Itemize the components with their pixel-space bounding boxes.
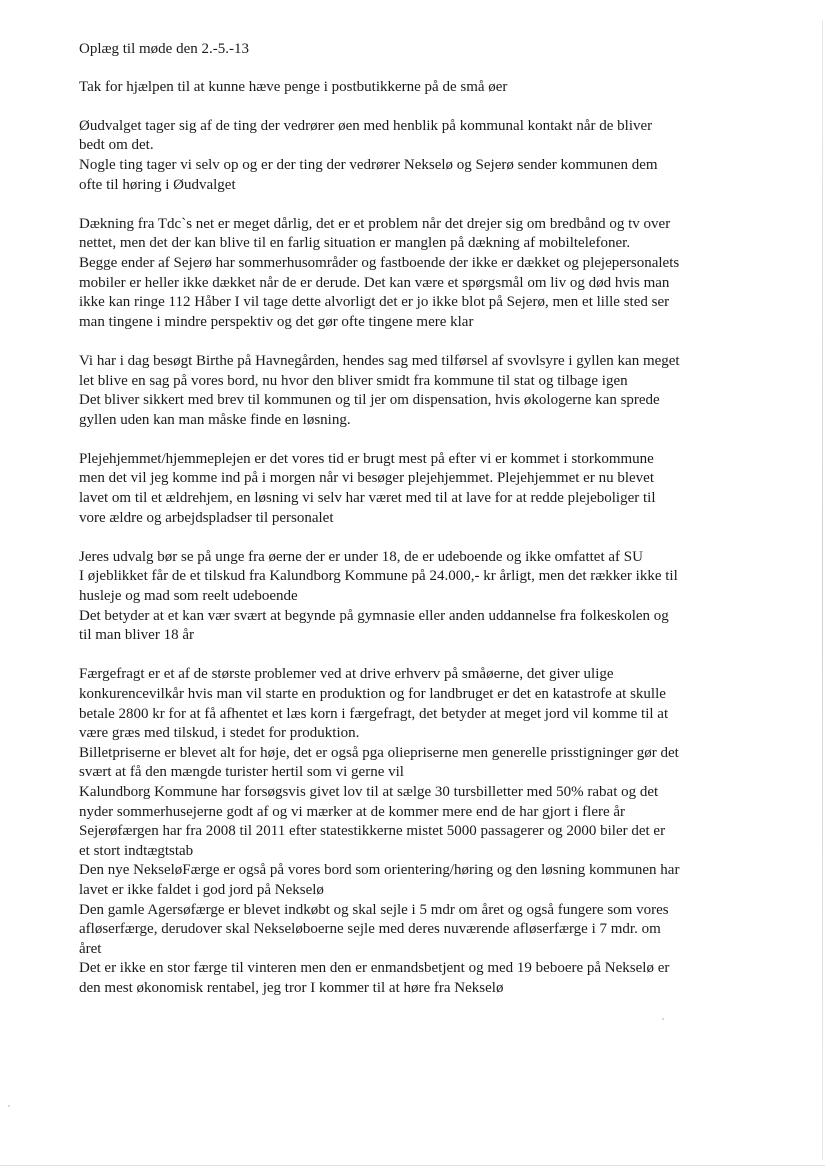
text-line: Den nye NekseløFærge er også på vores bord som orientering/høring og den løsning kommunen har — [79, 862, 680, 879]
text-line: betale 2800 kr for at få afhentet et læs korn i færgefragt, det betyder at meget jord vil komme til at — [79, 705, 669, 722]
text-line: Nogle ting tager vi selv op og er der ting der vedrører Nekselø og Sejerø sender kommunen dem — [79, 156, 658, 173]
text-line: den mest økonomisk rentabel, jeg tror I kommer til at høre fra Nekselø — [79, 979, 504, 996]
scan-speck — [8, 1105, 10, 1107]
text-line: året — [79, 940, 102, 957]
text-line: ofte til høring i Øudvalget — [79, 176, 236, 193]
paragraph — [79, 352, 754, 430]
scan-edge-right — [822, 20, 823, 1160]
text-line: Sejerøfærgen har fra 2008 til 2011 efter statestikkerne mistet 5000 passagerer og 2000 biler det er — [79, 823, 666, 840]
text-line: ikke kan ringe 112 Håber I vil tage dette alvorligt det er jo ikke blot på Sejerø, men et lille sted ser — [79, 294, 670, 311]
paragraph — [79, 665, 754, 998]
scan-speck — [662, 1018, 664, 1020]
text-line: være græs med tilskud, i stedet for produktion. — [79, 725, 360, 742]
text-line: man tingene i mindre perspektiv og det gør ofte tingene mere klar — [79, 313, 474, 330]
text-line: nettet, men det der kan blive til en farlig situation er manglen på dækning af mobiltelefoner. — [79, 235, 631, 252]
text-line: Plejehjemmet/hjemmeplejen er det vores tid er brugt mest på efter vi er kommet i storkommune — [79, 450, 654, 467]
text-line: let blive en sag på vores bord, nu hvor den bliver smidt fra kommune til stat og tilbage igen — [79, 372, 628, 389]
text-line: svært at få den mængde turister hertil som vi gerne vil — [79, 764, 404, 781]
paragraph — [79, 117, 754, 195]
text-line: Den gamle Agersøfærge er blevet indkøbt og skal sejle i 5 mdr om året og også fungere som vores — [79, 901, 669, 918]
text-line: et stort indtægtstab — [79, 842, 194, 859]
text-line: bedt om det. — [79, 137, 154, 154]
text-line: lavet er ikke faldet i god jord på Nekselø — [79, 881, 324, 898]
text-line: nyder sommerhusejerne godt af og vi mærker at de kommer mere end de har gjort i flere år — [79, 803, 626, 820]
paragraph — [79, 450, 754, 528]
text-line: Dækning fra Tdc`s net er meget dårlig, det er et problem når det drejer sig om bredbånd og tv over — [79, 215, 671, 232]
text-line: afløserfærge, derudover skal Nekseløboerne sejle med deres nuværende afløserfærge i 7 mdr. om — [79, 921, 661, 938]
text-line: Vi har i dag besøgt Birthe på Havnegården, hendes sag med tilførsel af svovlsyre i gyllen kan meget — [79, 352, 680, 369]
scan-edge-bottom — [0, 1165, 825, 1166]
text-line: konkurencevilkår hvis man vil starte en produktion og for landbruget er det en katastrofe at skulle — [79, 686, 666, 702]
text-line: gyllen uden kan man måske finde en løsning. — [79, 411, 351, 428]
text-line: Jeres udvalg bør se på unge fra øerne der er under 18, de er udeboende og ikke omfattet af SU — [79, 548, 643, 565]
text-line: Øudvalget tager sig af de ting der vedrører øen med henblik på kommunal kontakt når de bliver — [79, 117, 653, 134]
text-line: I øjeblikket får de et tilskud fra Kalundborg Kommune på 24.000,- kr årligt, men det rækker ikke til — [79, 568, 678, 585]
text-line: til man bliver 18 år — [79, 627, 194, 644]
text-line: Færgefragt er et af de største problemer ved at drive erhverv på småøerne, det giver ulige — [79, 666, 614, 683]
text-line: mobiler er heller ikke dækket når de er derude. Det kan være et spørgsmål om liv og død hvis man — [79, 274, 670, 291]
text-line: lavet om til et ældrehjem, en løsning vi selv har været med til at lave for at redde plejeboliger til — [79, 490, 656, 507]
document-title: Oplæg til møde den 2.-5.-13 — [79, 41, 249, 57]
document-body — [79, 40, 754, 1018]
text-line: vore ældre og arbejdspladser til personalet — [79, 509, 334, 526]
text-line: husleje og mad som reelt udeboende — [79, 588, 298, 605]
text-line: Det betyder at et kan vær svært at begynde på gymnasie eller anden uddannelse fra folkeskolen og — [79, 607, 669, 624]
paragraph — [79, 548, 754, 646]
paragraph — [79, 215, 754, 333]
text-line: Kalundborg Kommune har forsøgsvis givet lov til at sælge 30 tursbilletter med 50% rabat og det — [79, 783, 659, 800]
text-line: Begge ender af Sejerø har sommerhusområder og fastboende der ikke er dækket og plejepersonalets — [79, 254, 680, 271]
text-line: Det er ikke en stor færge til vinteren men den er enmandsbetjent og med 19 beboere på Nekselø er — [79, 960, 670, 977]
text-line: Tak for hjælpen til at kunne hæve penge i postbutikkerne på de små øer — [79, 78, 508, 95]
text-line: men det vil jeg komme ind på i morgen når vi besøger plejehjemmet. Plejehjemmet er nu blevet — [79, 470, 654, 487]
text-line: Det bliver sikkert med brev til kommunen og til jer om dispensation, hvis økologerne kan sprede — [79, 392, 660, 409]
paragraph — [79, 78, 754, 98]
text-line: Billetpriserne er blevet alt for høje, det er også pga oliepriserne men generelle prisstigninger gør det — [79, 744, 679, 761]
